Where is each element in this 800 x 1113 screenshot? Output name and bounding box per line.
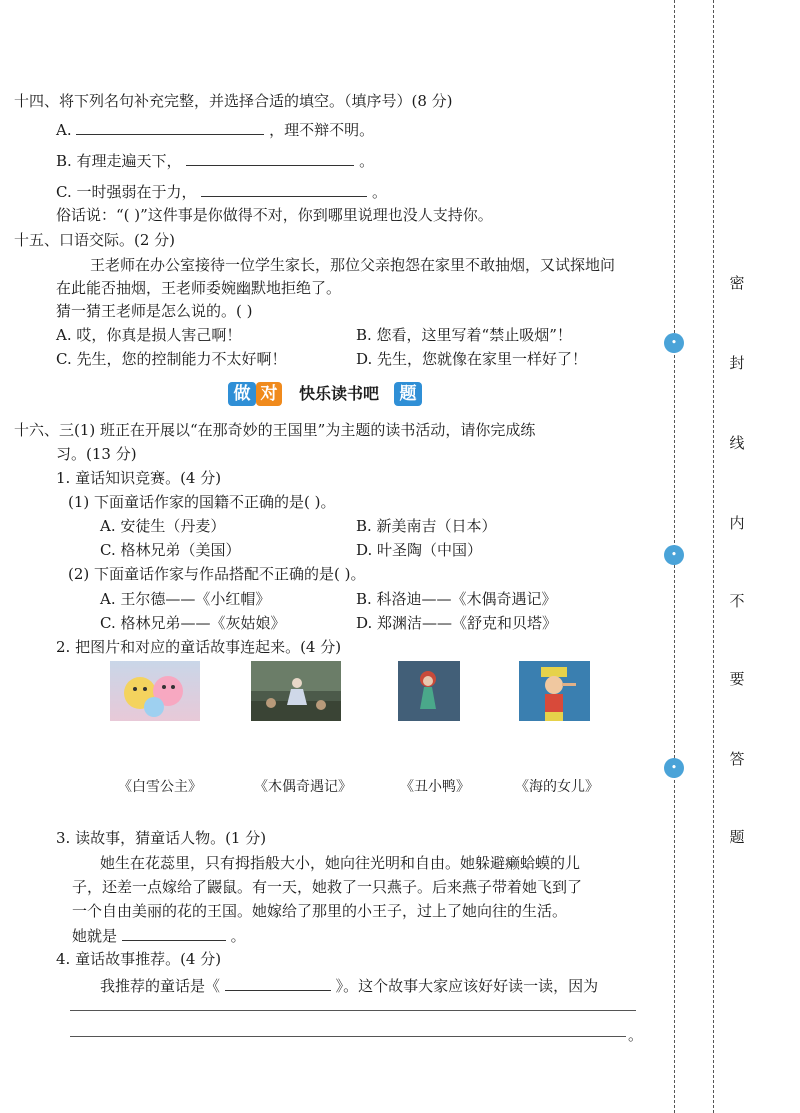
q16-sub4-writing-line-2[interactable] bbox=[70, 1036, 626, 1037]
q16-sub1-q1-c: C. 格林兄弟（美国） bbox=[100, 541, 241, 559]
q15-option-c: C. 先生，您的控制能力不太好啊！ bbox=[56, 350, 287, 368]
q15-option-b: B. 您看，这里写着“禁止吸烟”！ bbox=[356, 326, 572, 344]
binding-circle-mark-3: • bbox=[664, 758, 684, 778]
q16-sub1-q2-b: B. 科洛迪——《木偶奇遇记》 bbox=[356, 590, 557, 608]
q16-sub1-q2: (2) 下面童话作家与作品搭配不正确的是( )。 bbox=[68, 565, 366, 583]
q16-sub3-para1: 她生在花蕊里，只有拇指般大小，她向往光明和自由。她躲避癞蛤蟆的儿 bbox=[100, 854, 581, 872]
q14-b-blank[interactable] bbox=[186, 149, 354, 166]
q15-question: 猜一猜王老师是怎么说的。( ) bbox=[56, 302, 253, 320]
caption-pinocchio: 《木偶奇遇记》 bbox=[254, 779, 352, 795]
q16-sub4-writing-line-1[interactable] bbox=[70, 1010, 636, 1011]
q16-sub4-title: 4. 童话故事推荐。(4 分) bbox=[56, 950, 222, 968]
q16-sub3-para4 bbox=[72, 924, 246, 947]
q15-title: 十五、口语交际。(2 分) bbox=[14, 231, 176, 249]
q16-sub1-q2-d: D. 郑渊洁——《舒克和贝塔》 bbox=[356, 614, 558, 632]
q14-a-prefix: A. bbox=[56, 121, 72, 139]
q16-sub1-q1: (1) 下面童话作家的国籍不正确的是( )。 bbox=[68, 493, 336, 511]
q16-title-line1: 十六、三(1) 班正在开展以“在那奇妙的王国里”为主题的读书活动，请你完成练 bbox=[14, 421, 536, 439]
q16-sub3-para2: 子，还差一点嫁给了鼹鼠。有一天，她救了一只燕子。后来燕子带着她飞到了 bbox=[72, 878, 583, 896]
q14-b bbox=[56, 149, 374, 172]
caption-snow-white: 《白雪公主》 bbox=[118, 779, 202, 795]
q14-c-suffix: 。 bbox=[372, 183, 388, 201]
picture-little-mermaid bbox=[398, 661, 460, 721]
q16-sub3-answer-prefix: 她就是 bbox=[72, 927, 118, 945]
q15-option-d: D. 先生，您就像在家里一样好了！ bbox=[356, 350, 588, 368]
q14-title: 十四、将下列名句补充完整，并选择合适的填空。（填序号）(8 分) bbox=[14, 92, 453, 110]
q16-sub1-q1-d: D. 叶圣陶（中国） bbox=[356, 541, 483, 559]
binding-char-4: 内 bbox=[729, 514, 745, 532]
q15-para2: 在此能否抽烟，王老师委婉幽默地拒绝了。 bbox=[56, 279, 342, 297]
q14-c-blank[interactable] bbox=[201, 180, 367, 197]
q16-sub4-end: 。 bbox=[628, 1026, 644, 1044]
binding-char-1: 密 bbox=[729, 274, 745, 292]
q14-b-suffix: 。 bbox=[359, 152, 375, 170]
q16-sub4-suffix: 》。这个故事大家应该好好读一读，因为 bbox=[335, 977, 599, 995]
binding-circle-mark-1: • bbox=[664, 333, 684, 353]
q16-sub1-q2-a: A. 王尔德——《小红帽》 bbox=[100, 590, 271, 608]
picture-duckling-cartoon bbox=[110, 661, 200, 721]
binding-char-2: 封 bbox=[729, 354, 745, 372]
q14-a bbox=[56, 118, 374, 141]
q14-c bbox=[56, 180, 387, 203]
q15-para1: 王老师在办公室接待一位学生家长，那位父亲抱怨在家里不敢抽烟，又试探地问 bbox=[90, 256, 616, 274]
q16-sub1-q1-b: B. 新美南吉（日本） bbox=[356, 517, 497, 535]
picture-snow-white bbox=[251, 661, 341, 721]
q16-sub4-prefix: 我推荐的童话是《 bbox=[100, 977, 221, 995]
q16-title-line2: 习。(13 分) bbox=[56, 445, 137, 463]
binding-char-5: 不 bbox=[729, 592, 745, 610]
picture-pinocchio bbox=[519, 661, 590, 721]
binding-char-8: 题 bbox=[729, 828, 745, 846]
caption-little-mermaid: 《海的女儿》 bbox=[515, 779, 599, 795]
binding-char-6: 要 bbox=[729, 670, 745, 688]
q16-sub2-title: 2. 把图片和对应的童话故事连起来。(4 分) bbox=[56, 638, 342, 656]
q16-sub4-para bbox=[100, 974, 598, 997]
binding-dashed-line-right bbox=[713, 0, 714, 1113]
q16-sub3-answer-suffix: 。 bbox=[230, 927, 246, 945]
q14-saying: 俗话说：“( )”这件事是你做得不对，你到哪里说理也没人支持你。 bbox=[56, 206, 493, 224]
q16-sub3-title: 3. 读故事，猜童话人物。(1 分) bbox=[56, 829, 267, 847]
binding-char-3: 线 bbox=[729, 434, 745, 452]
binding-circle-mark-2: • bbox=[664, 545, 684, 565]
banner-text: 快乐读书吧 bbox=[298, 384, 379, 403]
q16-sub1-title: 1. 童话知识竞赛。(4 分) bbox=[56, 469, 222, 487]
q16-sub4-book-blank[interactable] bbox=[225, 974, 331, 991]
q16-sub3-answer-blank[interactable] bbox=[122, 924, 226, 941]
banner-char-2: 对 bbox=[256, 382, 282, 406]
section-banner bbox=[228, 380, 422, 408]
q16-sub1-q2-c: C. 格林兄弟——《灰姑娘》 bbox=[100, 614, 286, 632]
banner-char-1: 做 bbox=[228, 382, 256, 406]
q14-a-suffix: ，理不辩不明。 bbox=[269, 121, 375, 139]
q16-sub3-para3: 一个自由美丽的花的王国。她嫁给了那里的小王子，过上了她向往的生活。 bbox=[72, 902, 568, 920]
binding-char-7: 答 bbox=[729, 750, 745, 768]
q14-b-prefix: B. 有理走遍天下， bbox=[56, 152, 182, 170]
banner-char-3: 题 bbox=[394, 382, 422, 406]
caption-ugly-duckling: 《丑小鸭》 bbox=[400, 779, 470, 795]
q15-option-a: A. 哎，你真是损人害己啊！ bbox=[56, 326, 242, 344]
q14-c-prefix: C. 一时强弱在于力， bbox=[56, 183, 197, 201]
q14-a-blank[interactable] bbox=[76, 118, 264, 135]
q16-sub1-q1-a: A. 安徒生（丹麦） bbox=[100, 517, 226, 535]
